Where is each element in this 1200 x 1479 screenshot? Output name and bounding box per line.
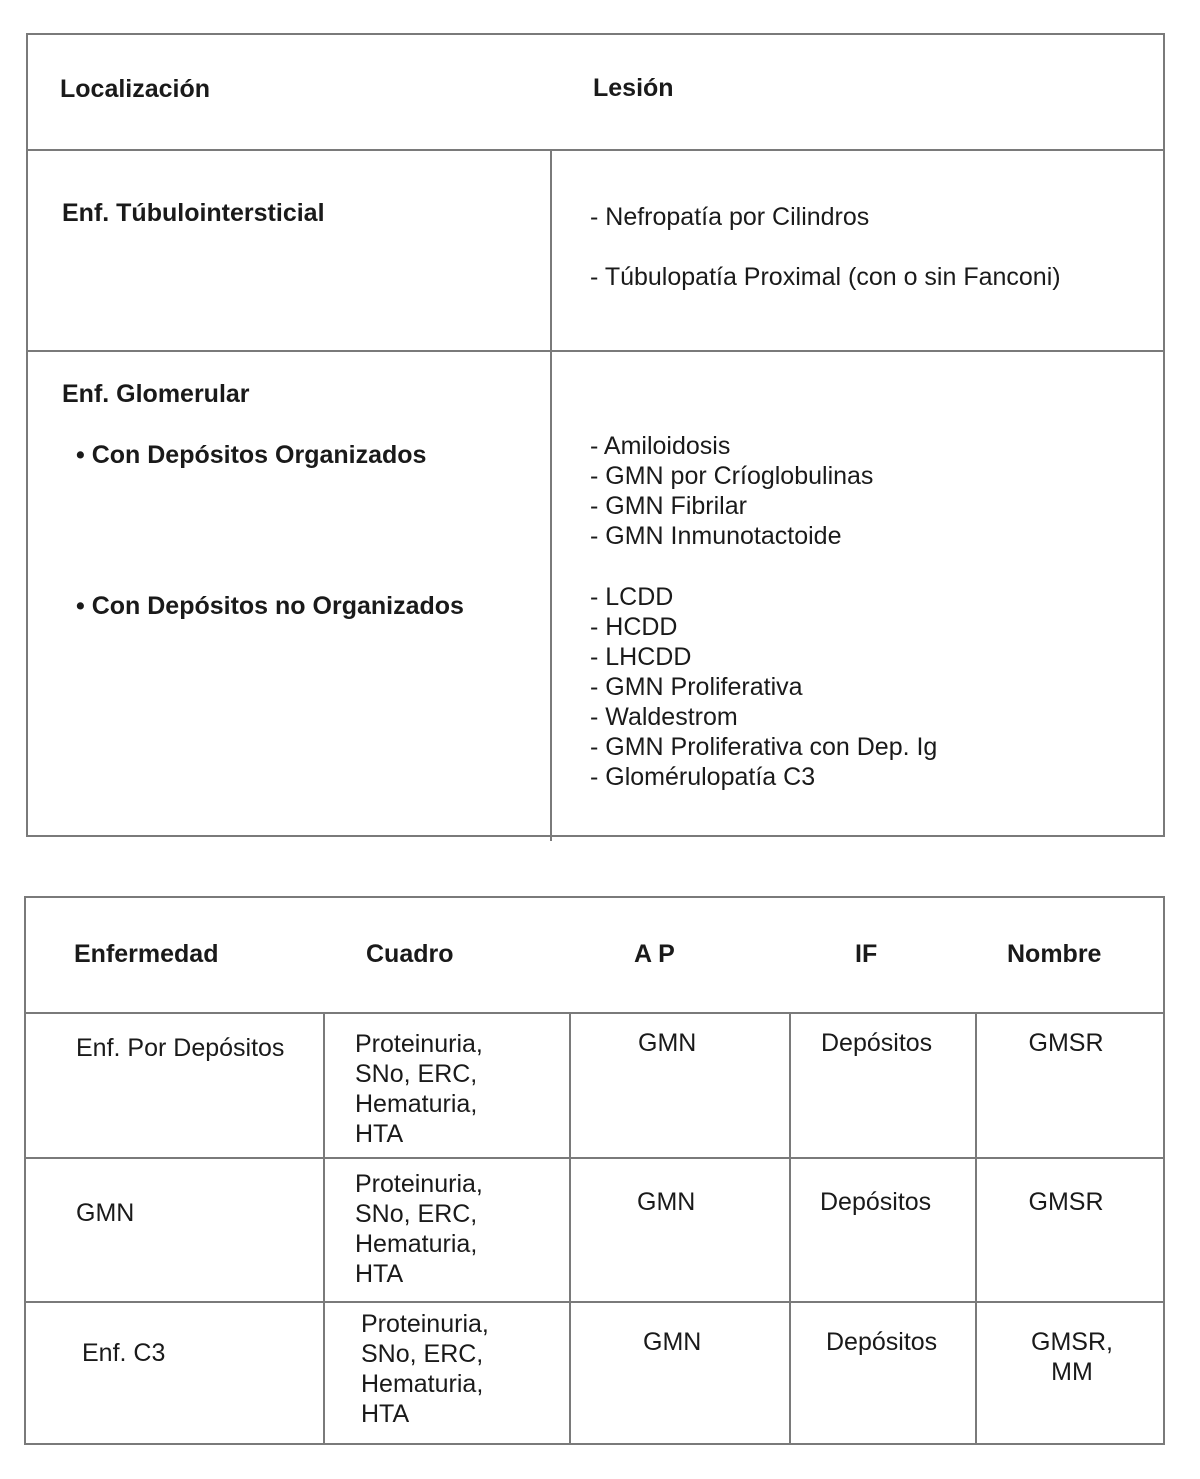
column-divider — [550, 149, 552, 841]
list-item: - Amiloidosis — [590, 432, 731, 460]
list-item: - GMN Proliferativa — [590, 673, 803, 701]
cell-nombre: GMSR, MM — [1031, 1328, 1113, 1386]
lesion-list-tubulointersticial — [590, 202, 1061, 292]
cell-cuadro: Proteinuria, SNo, ERC, Hematuria, HTA — [355, 1030, 483, 1148]
cell-if: Depósitos — [826, 1328, 938, 1356]
header-ap: A P — [634, 940, 675, 968]
subgroup-organizados: • Con Depósitos Organizados — [76, 441, 427, 469]
table-divider — [28, 149, 1163, 151]
cell-nombre: GMSR — [1028, 1029, 1104, 1057]
table-divider — [26, 1012, 1163, 1014]
list-item: - HCDD — [590, 613, 678, 641]
table-divider — [28, 350, 1163, 352]
header-cuadro: Cuadro — [366, 940, 454, 968]
localization-table — [26, 33, 1165, 837]
list-item: - GMN Proliferativa con Dep. Ig — [590, 733, 938, 761]
list-item: - LHCDD — [590, 643, 692, 671]
list-item: - Nefropatía por Cilindros — [590, 203, 870, 231]
table-divider — [26, 1301, 1163, 1303]
list-item: - GMN Inmunotactoide — [590, 522, 842, 550]
list-item: - Túbulopatía Proximal (con o sin Fanconi) — [590, 263, 1061, 291]
cell-if: Depósitos — [821, 1029, 933, 1057]
table-divider — [26, 1157, 1163, 1159]
list-item: - Glomérulopatía C3 — [590, 763, 816, 791]
column-divider — [323, 1012, 325, 1443]
cell-cuadro: Proteinuria, SNo, ERC, Hematuria, HTA — [361, 1310, 489, 1428]
cell-enfermedad: Enf. Por Depósitos — [76, 1034, 285, 1062]
column-divider — [569, 1012, 571, 1443]
list-item: - Waldestrom — [590, 703, 738, 731]
location-glomerular: Enf. Glomerular — [62, 380, 250, 408]
lesion-list-no-organizados — [590, 582, 937, 792]
cell-ap: GMN — [637, 1188, 696, 1216]
location-tubulointersticial: Enf. Túbulointersticial — [62, 199, 325, 227]
cell-enfermedad: GMN — [76, 1199, 135, 1227]
cell-ap: GMN — [638, 1029, 697, 1057]
header-if: IF — [855, 940, 878, 968]
cell-ap: GMN — [643, 1328, 702, 1356]
cell-enfermedad: Enf. C3 — [82, 1339, 166, 1367]
cell-if: Depósitos — [820, 1188, 932, 1216]
column-divider — [789, 1012, 791, 1443]
disease-table — [24, 896, 1165, 1445]
list-item: - GMN Fibrilar — [590, 492, 747, 520]
lesion-list-organizados — [590, 431, 873, 551]
cell-cuadro: Proteinuria, SNo, ERC, Hematuria, HTA — [355, 1170, 483, 1288]
list-item: - GMN por Críoglobulinas — [590, 462, 874, 490]
header-lesion: Lesión — [593, 74, 674, 102]
header-nombre: Nombre — [1007, 940, 1102, 968]
header-enfermedad: Enfermedad — [74, 940, 219, 968]
subgroup-no-organizados: • Con Depósitos no Organizados — [76, 592, 464, 620]
header-localizacion: Localización — [60, 75, 211, 103]
cell-nombre: GMSR — [1028, 1188, 1104, 1216]
list-item: - LCDD — [590, 583, 674, 611]
